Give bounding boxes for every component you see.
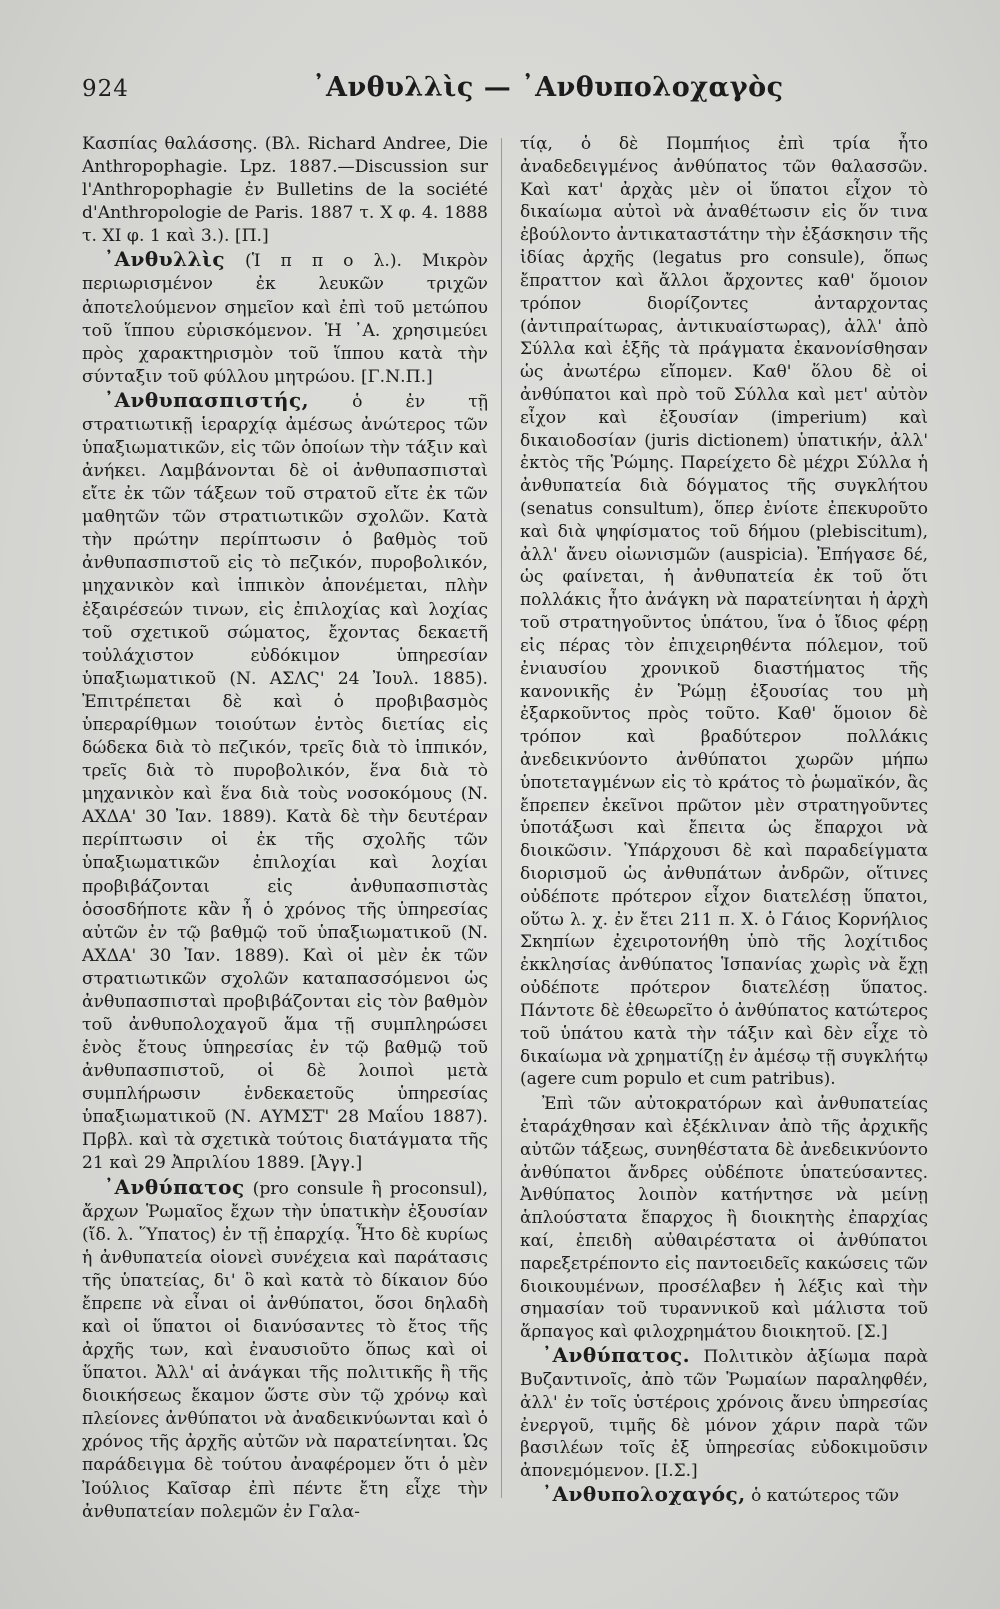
entry-paragraph [520,131,928,1091]
entry-paragraph [520,1344,928,1483]
entry-paragraph [82,248,488,388]
entry-headword: ᾿Ανθυπασπιστής, [104,387,310,412]
entry-text: ὁ ἐν τῇ στρατιωτικῇ ἱεραρχίᾳ ἀμέσως ἀνώτερος τῶν ὑπαξιωματικῶν, εἰς τῶν ὁποίων τὴν τάξιν καὶ ἀνήκει. Λαμβάνονται δὲ οἱ ἀνθυπασπισταὶ εἴτε ἐκ τῶν τάξεων τοῦ στρατοῦ εἴτε ἐκ τῶν μαθητῶν τῶν στρατιωτικῶν σχολῶν. Κατὰ τὴν πρώτην περίπτωσιν ὁ βαθμὸς τοῦ ἀνθυπασπιστοῦ εἰς τὸ πεζικόν, πυροβολικόν, μηχανικὸν καὶ ἱππικὸν ἀπονέμεται, πλὴν ἐξαιρέσεών τινων, εἰς ἐπιλοχίας καὶ λοχίας τοῦ σχετικοῦ σώματος, ἔχοντας δεκαετῆ τοὐλάχιστον εὐδόκιμον ὑπηρεσίαν ὑπαξιωματικοῦ (Ν. ΑΣΛϚ' 24 Ἰουλ. 1885). Ἐπιτρέπεται δὲ καὶ ὁ προβιβασμὸς ὑπεραρίθμων τοιούτων ἐντὸς διετίας εἰς δώδεκα διὰ τὸ πεζικόν, τρεῖς διὰ τὸ ἱππικόν, τρεῖς διὰ τὸ πυροβολικόν, ἕνα διὰ τὸ μηχανικὸν καὶ ἕνα διὰ τοὺς νοσοκόμους (Ν. ΑΧΔΑ' 30 Ἰαν. 1889). Κατὰ δὲ τὴν δευτέραν περίπτωσιν οἱ ἐκ τῆς σχολῆς τῶν ὑπαξιωματικῶν ἐπιλοχίαι καὶ λοχίαι προβιβάζονται εἰς ἀνθυπασπιστὰς ὁσοσδήποτε κἂν ἦ ὁ χρόνος τῆς ὑπηρεσίας αὐτῶν ἐν τῷ βαθμῷ τοῦ ὑπαξιωματικοῦ (Ν. ΑΧΔΑ' 30 Ἰαν. 1889). Καὶ οἱ μὲν ἐκ τῶν στρατιωτικῶν σχολῶν καταπασσόμενοι ὡς ἀνθυπασπισταὶ προβιβάζονται εἰς τὸν βαθμὸν τοῦ ἀνθυπολοχαγοῦ ἅμα τῇ συμπληρώσει ἑνὸς ἔτους ὑπηρεσίας ἐν τῷ βαθμῷ τοῦ ἀνθυπασπιστοῦ, οἱ δὲ λοιποὶ μετὰ συμπλήρωσιν ἑνδεκαετοῦς ὑπηρεσίας ὑπαξιωματικοῦ (Ν. ΑΥΜΣΤ' 28 Μαΐου 1887). Πρβλ. καὶ τὰ σχετικὰ τούτοις διατάγματα τῆς 21 καὶ 29 Ἀπριλίου 1889. [Ἀγγ.] [82,391,488,1174]
entry-text: (pro consule ἢ proconsul), ἄρχων Ῥωμαῖος ἔχων τὴν ὑπατικὴν ἐξουσίαν (ἴδ. λ. Ὕπατος) ἐν τῇ ἐπαρχίᾳ. Ἦτο δὲ κυρίως ἡ ἀνθυπατεία οἱονεὶ συνέχεια καὶ παράτασις τῆς ὑπατείας, δι' ὃ καὶ κατὰ τὸ δίκαιον δύο ἔπρεπε νὰ εἶναι οἱ ἀνθύπατοι, ὅσοι δηλαδὴ καὶ οἱ ὕπατοι οἱ διανύσαντες τὸ ἔτος τῆς ἀρχῆς των, καὶ ἐναυσιοῦτο ὅπως καὶ οἱ ὕπατοι. Ἀλλ' αἱ ἀνάγκαι τῆς πολιτικῆς ἢ τῆς διοικήσεως ἔκαμον ὥστε σὺν τῷ χρόνῳ καὶ πλείονες ἀνθύπατοι νὰ ἀναδεικνύωνται καὶ ὁ χρόνος τῆς ἀρχῆς αὐτῶν νὰ παρατείνηται. Ὡς παράδειγμα δὲ τούτου ἀναφέρομεν ὅτι ὁ μὲν Ἰούλιος Καῖσαρ ἐπὶ πέντε ἔτη εἶχε τὴν ἀνθυπατείαν πολεμῶν ἐν Γαλα- [82,1178,488,1522]
entry-paragraph [520,1091,928,1344]
running-title: ᾿Ανθυλλὶς — ᾿Ανθυπολοχαγὸς [312,72,784,103]
entry-text: Κασπίας θαλάσσης. (Βλ. Richard Andree, Die Anthropophagie. Lpz. 1887.—Discussion sur l'Anthropophagie ἐν Bulletins de la société d'Anthropologie de Paris. 1887 τ. X φ. 4. 1888 τ. XI φ. 1 καὶ 3.). [Π.] [82,134,488,247]
right-column [520,131,928,1508]
entry-text: (Ἱ π π ο λ.). Μικρὸν περιωρισμένον ἐκ λευκῶν τριχῶν ἀποτελούμενον σημεῖον καὶ ἐπὶ τοῦ μετώπου τοῦ ἵππου εὑρισκόμενον. Ἡ ᾿Α. χρησιμεύει πρὸς χαρακτηρισμὸν τοῦ ἵππου κατὰ τὴν σύνταξιν τοῦ φύλλου μητρώου. [Γ.Ν.Π.] [82,251,488,387]
column-divider [501,138,502,1498]
entry-headword: ᾿Ανθυπολοχαγός, [542,1481,746,1506]
entry-paragraph [82,389,488,1176]
page-number: 924 [82,76,129,102]
entry-paragraph [520,1483,928,1508]
entry-paragraph [82,131,488,248]
entry-text: Πολιτικὸν ἀξίωμα παρὰ Βυζαντινοῖς, ἀπὸ τῶν Ῥωμαίων παραληφθέν, ἀλλ' ἐν τοῖς ὑστέροις χρόνοις ἄνευ ὑπηρεσίας ἐνεργοῦ, τιμῆς δὲ μόνον χάριν παρὰ τῶν βασιλέων τοῖς ἐξ ὑπηρεσίας εὐδοκιμοῦσιν ἀπονεμόμενον. [Ι.Σ.] [520,1347,928,1482]
entry-text: τίᾳ, ὁ δὲ Πομπήιος ἐπὶ τρία ἦτο ἀναδεδειγμένος ἀνθύπατος τῶν θαλασσῶν. Καὶ κατ' ἀρχὰς μὲν οἱ ὕπατοι εἶχον τὸ δικαίωμα αὐτοὶ νὰ ἀναθέτωσιν εἰς ὅν τινα ἐβούλοντο ἀντικαταστάτην τὴν ἐξάσκησιν τῆς ἰδίας ἀρχῆς (legatus pro consule), ὅπως ἔπραττον καὶ ἄλλοι ἄρχοντες καθ' ὅμοιον τρόπον διορίζοντες ἀνταρχοντας (ἀντιπραίτωρας, ἀντικυαίστωρας), ἀλλ' ἀπὸ Σύλλα καὶ ἑξῆς τὰ πράγματα ἐκανονίσθησαν ὡς ἀνωτέρω εἴπομεν. Καθ' ὅλου δὲ οἱ ἀνθύπατοι καὶ πρὸ τοῦ Σύλλα καὶ μετ' αὐτὸν εἶχον καὶ ἐξουσίαν (imperium) καὶ δικαιοδοσίαν (juris dictionem) ὑπατικήν, ἀλλ' ἐκτὸς τῆς Ῥώμης. Παρείχετο δὲ μέχρι Σύλλα ἡ ἀνθυπατεία διὰ δόγματος τῆς συγκλήτου (senatus consultum), ὅπερ ἐνίοτε ἐπεκυροῦτο καὶ διὰ ψηφίσματος τοῦ δήμου (plebiscitum), ἀλλ' ἄνευ οἰωνισμῶν (auspicia). Ἐπήγασε δέ, ὡς φαίνεται, ἡ ἀνθυπατεία ἐκ τοῦ ὅτι πολλάκις ἦτο ἀνάγκη νὰ παρατείνηται ἡ ἀρχὴ τοῦ στρατηγοῦντος ὑπάτου, ἵνα ὁ ἴδιος φέρῃ εἰς πέρας τὸν ἐπιχειρηθέντα πόλεμον, τοῦ ἐνιαυσίου χρονικοῦ διαστήματος τῆς κανονικῆς ἐν Ῥώμῃ ἐξουσίας του μὴ ἐξαρκοῦντος πρὸς τοῦτο. Καθ' ὅμοιον δὲ τρόπον καὶ βραδύτερον πολλάκις ἀνεδεικνύοντο ἀνθύπατοι χωρῶν μήπω ὑποτεταγμένων εἰς τὸ κράτος τὸ ῥωμαϊκόν, ἃς ἔπρεπεν ἐκεῖνοι πρῶτον μὲν στρατηγοῦντες ὑποτάξωσι καὶ ἔπειτα ὡς ἔπαρχοι νὰ διοικῶσιν. Ὑπάρχουσι δὲ καὶ παραδείγματα διορισμοῦ ὡς ἀνθυπάτων ἀνδρῶν, οἵτινες οὐδέποτε πρότερον εἶχον διατελέσῃ ὕπατοι, οὕτω λ. χ. ἐν ἔτει 211 π. Χ. ὁ Γάιος Κορνήλιος Σκηπίων ἐχειροτονήθη ὑπὸ τῆς λοχίτιδος ἐκκλησίας ἀνθύπατος Ἱσπανίας χωρὶς νὰ ἔχῃ οὐδέποτε πρότερον διατελέσῃ ὕπατος. Πάντοτε δὲ ἐθεωρεῖτο ὁ ἀνθύπατος κατώτερος τοῦ ὑπάτου κατὰ τὴν τάξιν καὶ δὲν εἶχε τὸ δικαίωμα νὰ χρηματίζῃ ἐν ἀμέσῳ τῇ συγκλήτῳ (agere cum populo et cum patribus). [520,134,928,1090]
entry-headword: ᾿Ανθύπατος. [542,1343,691,1368]
entry-paragraph [82,1176,488,1524]
left-column [82,131,488,1524]
entry-headword: ᾿Ανθυλλὶς [104,247,226,272]
entry-text: Ἐπὶ τῶν αὐτοκρατόρων καὶ ἀνθυπατείας ἐταράχθησαν καὶ ἐξέκλιναν ἀπὸ τῆς ἀρχικῆς αὐτῶν τάξεως, συνηθέστατα δὲ ἀνεδεικνύοντο ἀνθύπατοι ἄνδρες οὐδέποτε ὑπατεύσαντες. Ἀνθύπατος λοιπὸν κατήντησε νὰ μείνῃ ἁπλούστατα ἔπαρχος ἢ διοικητὴς ἐπαρχίας καί, ἐπειδὴ αὐθαιρέστατα οἱ ἀνθύπατοι παρεξετρέποντο εἰς παντοειδεῖς κακώσεις τῶν διοικουμένων, προσέλαβεν ἡ λέξις καὶ τὴν σημασίαν τοῦ τυραννικοῦ καὶ μάλιστα τοῦ ἅρπαγος καὶ φιλοχρημάτου διοικητοῦ. [Σ.] [520,1094,928,1343]
entry-headword: ᾿Ανθύπατος [104,1174,245,1199]
page-header [82,72,930,112]
entry-text: ὁ κατώτερος τῶν [745,1485,900,1506]
